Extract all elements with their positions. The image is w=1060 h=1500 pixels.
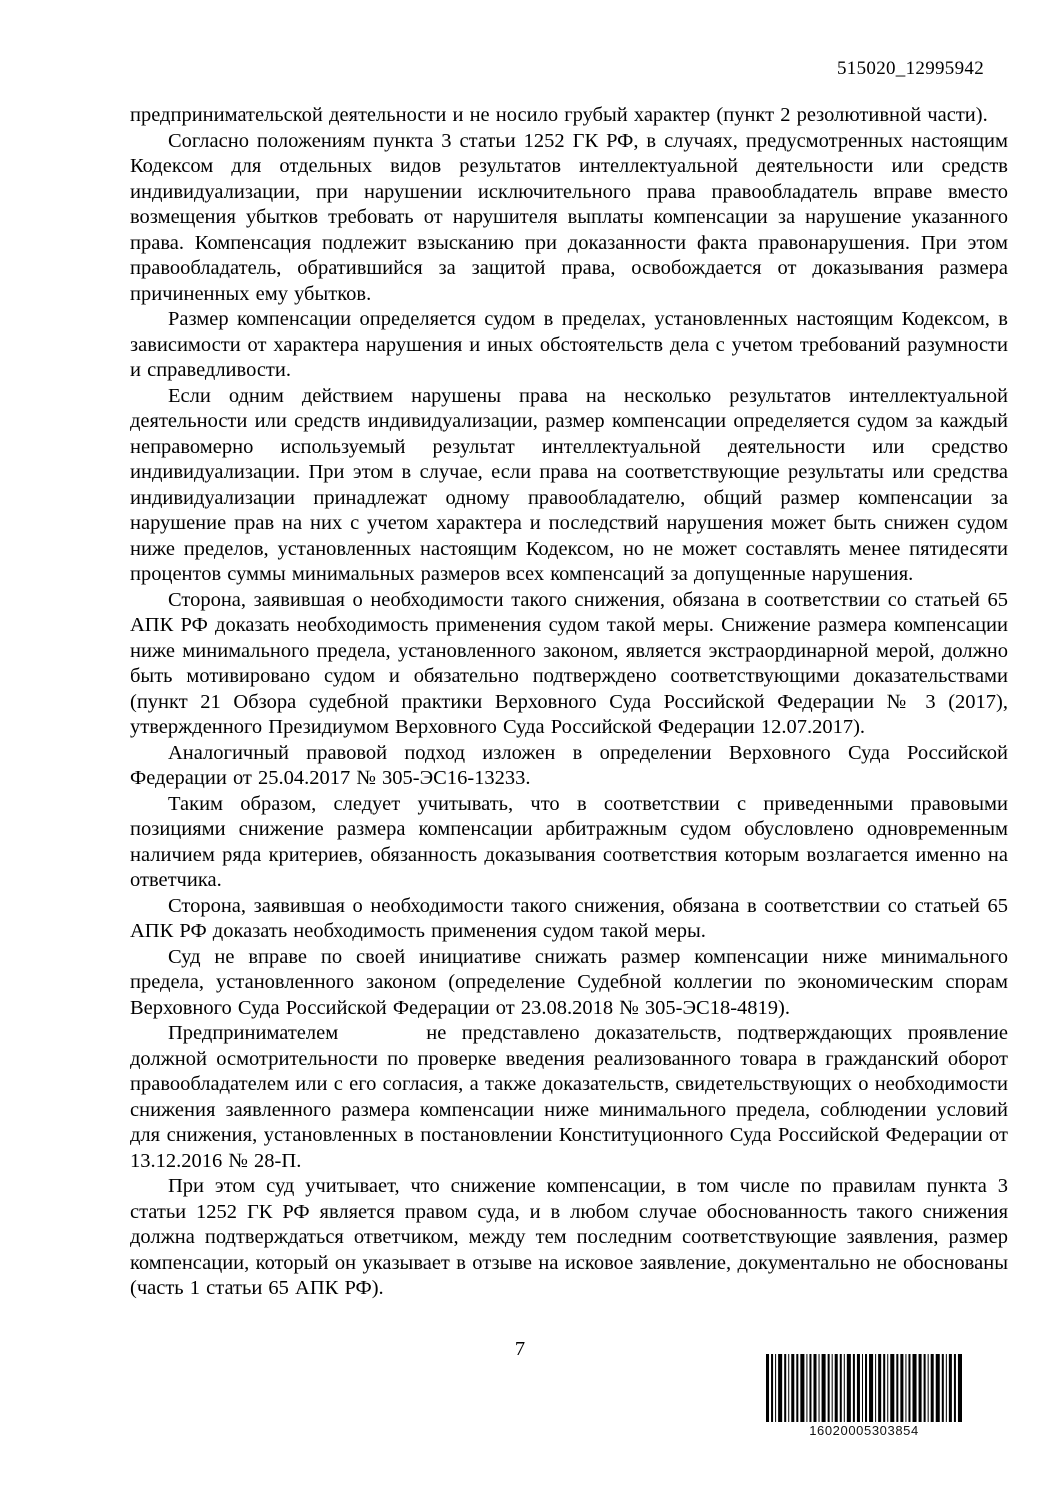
paragraph: Сторона, заявившая о необходимости такого снижения, обязана в соответствии со статьей 65 АПК РФ доказать необходимость применения судом такой меры.	[130, 894, 1008, 942]
page-number: 7	[514, 1338, 526, 1360]
barcode	[766, 1354, 962, 1438]
paragraph: Суд не вправе по своей инициативе снижать размер компенсации ниже минимального предела, установленного законом (определение Судебной коллегии по экономическим спорам Верховного Суда Российской Федерации от 23.08.2018 № 305-ЭС18-4819).	[130, 945, 1008, 1019]
document-body	[130, 103, 1008, 1302]
barcode-number: 16020005303854	[809, 1423, 919, 1438]
barcode-bars-image	[766, 1354, 962, 1422]
paragraph-lead: Предпринимателем	[168, 1022, 339, 1044]
paragraph: Согласно положениям пункта 3 статьи 1252 ГК РФ, в случаях, предусмотренных настоящим Кодексом для отдельных видов результатов интеллектуальной деятельности или средств индивидуализации, при нарушении исключительного права правообладатель вправе вместо возмещения убытков требовать от нарушителя выплаты компенсации за нарушение указанного права. Компенсация подлежит взысканию при доказанности факта правонарушения. При этом правообладатель, обратившийся за защитой права, освобождается от доказывания размера причиненных ему убытков.	[130, 129, 1008, 305]
redacted-name-gap	[338, 1038, 426, 1039]
paragraph: Если одним действием нарушены права на несколько результатов интеллектуальной деятельности или средств индивидуализации, размер компенсации определяется судом за каждый неправомерно используемый результат интеллектуальной деятельности или средство индивидуализации. При этом в случае, если права на соответствующие результаты или средства индивидуализации принадлежат одному правообладателю, общий размер компенсации за нарушение прав на них с учетом характера и последствий нарушения может быть снижен судом ниже пределов, установленных настоящим Кодексом, но не может составлять менее пятидесяти процентов суммы минимальных размеров всех компенсаций за допущенные нарушения.	[130, 384, 1008, 585]
paragraph: При этом суд учитывает, что снижение компенсации, в том числе по правилам пункта 3 статьи 1252 ГК РФ является правом суда, и в любом случае обоснованность такого снижения должна подтверждаться ответчиком, между тем последним соответствующие заявления, размер компенсации, который он указывает в отзыве на исковое заявление, документально не обоснованы (часть 1 статьи 65 АПК РФ).	[130, 1175, 1008, 1299]
document-number: 515020_12995942	[837, 58, 984, 79]
paragraph-text: не представлено доказательств, подтверждающих проявление должной осмотрительности по проверке введения реализованного товара в гражданский оборот правообладателем или с его согласия, а также доказательств, свидетельствующих о необходимости снижения заявленного размера компенсации ниже минимального предела, соблюдении условий для снижения, установленных в постановлении Конституционного Суда Российской Федерации от 13.12.2016 № 28-П.	[130, 1022, 1008, 1172]
paragraph: Сторона, заявившая о необходимости такого снижения, обязана в соответствии со статьей 65 АПК РФ доказать необходимость применения судом такой меры. Снижение размера компенсации ниже минимального предела, установленного законом, является экстраординарной мерой, должно быть мотивировано судом и обязательно подтверждено соответствующими доказательствами (пункт 21 Обзора судебной практики Верховного Суда Российской Федерации № 3 (2017), утвержденного Президиумом Верховного Суда Российской Федерации 12.07.2017).	[130, 588, 1008, 738]
paragraph: Таким образом, следует учитывать, что в соответствии с приведенными правовыми позициями снижение размера компенсации арбитражным судом обусловлено одновременным наличием ряда критериев, обязанность доказывания соответствия которым возлагается именно на ответчика.	[130, 792, 1008, 891]
paragraph: Размер компенсации определяется судом в пределах, установленных настоящим Кодексом, в зависимости от характера нарушения и иных обстоятельств дела с учетом требований разумности и справедливости.	[130, 308, 1008, 381]
paragraph-with-redaction	[130, 1021, 1008, 1174]
paragraph: предпринимательской деятельности и не носило грубый характер (пункт 2 резолютивной части).	[130, 104, 988, 126]
paragraph: Аналогичный правовой подход изложен в определении Верховного Суда Российской Федерации от 25.04.2017 № 305-ЭС16-13233.	[130, 741, 1008, 789]
